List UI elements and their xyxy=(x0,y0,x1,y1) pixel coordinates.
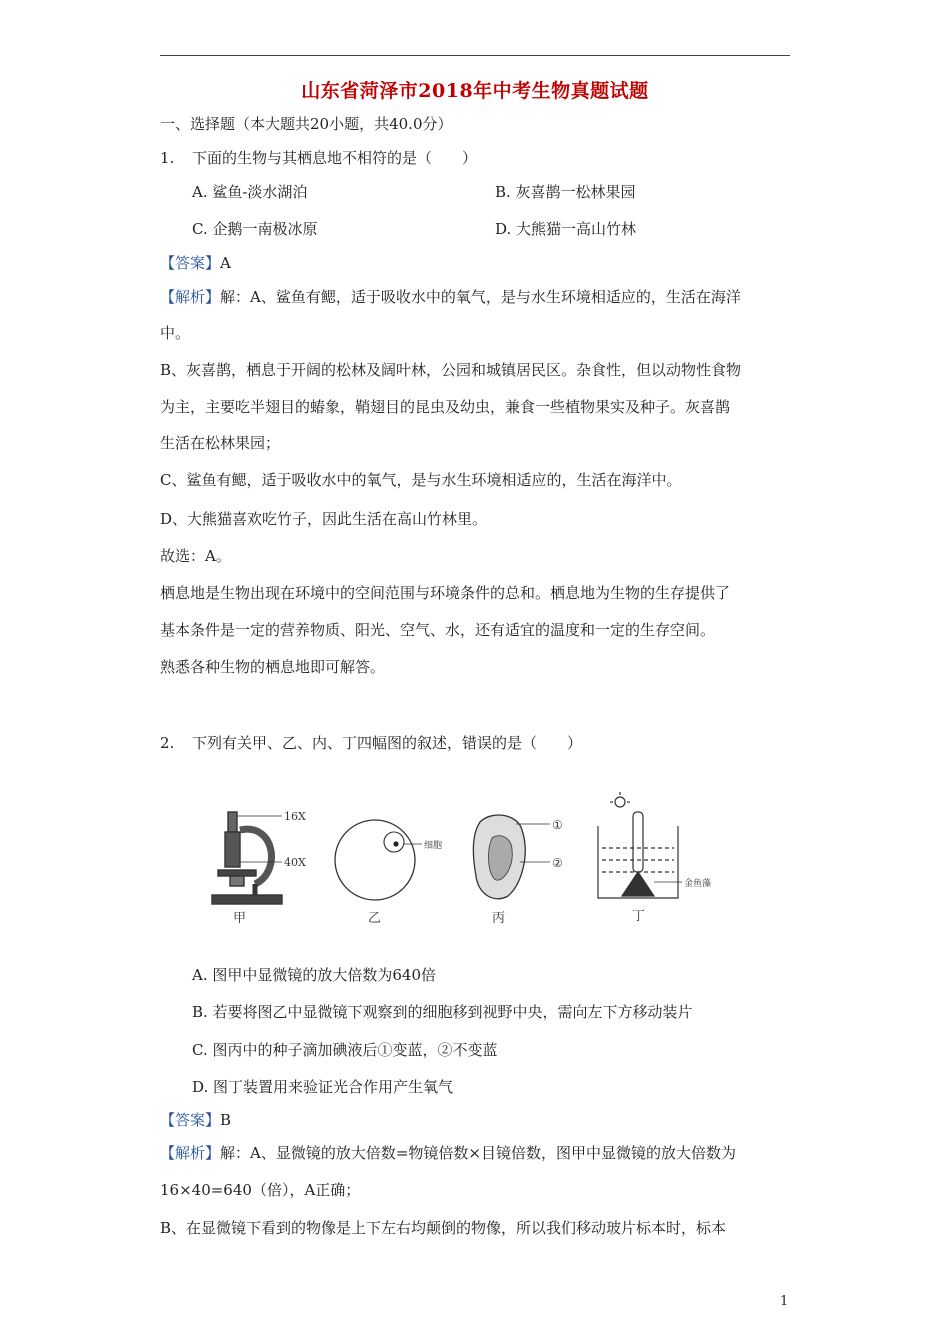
answer-value: A xyxy=(220,254,231,272)
caption-jia: 甲 xyxy=(233,911,247,926)
beaker-diagram xyxy=(598,792,682,898)
q1-analysis-line: 为主，主要吃半翅目的蝽象，鞘翅目的昆虫及幼虫，兼食一些植物果实及种子。灰喜鹊 xyxy=(160,398,731,416)
mark-2: ② xyxy=(552,856,563,870)
q2-analysis-line: B、在显微镜下看到的物像是上下左右均颠倒的物像，所以我们移动玻片标本时，标本 xyxy=(160,1219,727,1237)
q1-option-c: C. 企鹅一南极冰原 xyxy=(192,220,318,238)
q2-option-b: B. 若要将图乙中显微镜下观察到的细胞移到视野中央，需向左下方移动装片 xyxy=(192,1003,693,1021)
page-title: 山东省菏泽市2018年中考生物真题试题 xyxy=(301,80,649,102)
analysis-text: 解：A、鲨鱼有鳃，适于吸收水中的氧气，是与水生环境相适应的，生活在海洋 xyxy=(220,288,741,306)
q1-option-b: B. 灰喜鹊一松林果园 xyxy=(495,183,636,201)
caption-ding: 丁 xyxy=(632,909,646,924)
cell-label: 细胞 xyxy=(424,841,443,851)
caption-yi: 乙 xyxy=(368,911,382,926)
q2-option-a: A. 图甲中显微镜的放大倍数为640倍 xyxy=(192,966,437,984)
q2-option-c: C. 图丙中的种子滴加碘液后①变蓝，②不变蓝 xyxy=(192,1041,498,1059)
seed-diagram xyxy=(473,815,550,899)
section-heading: 一、选择题（本大题共20小题，共40.0分） xyxy=(160,115,453,133)
microscope-diagram xyxy=(212,812,282,904)
q2-analysis-line: 16×40=640（倍），A正确； xyxy=(160,1181,361,1199)
q1-number: 1. xyxy=(160,149,175,167)
analysis-tag: 【解析】 xyxy=(160,288,221,306)
eyepiece-label: 16X xyxy=(284,810,306,823)
q1-analysis-line: 故选：A。 xyxy=(160,547,231,565)
analysis-tag: 【解析】 xyxy=(160,1144,221,1162)
q2-answer xyxy=(160,1110,231,1130)
q1-option-d: D. 大熊猫一高山竹林 xyxy=(495,220,637,238)
q1-analysis-line: C、鲨鱼有鳃，适于吸收水中的氧气，是与水生环境相适应的，生活在海洋中。 xyxy=(160,471,682,489)
answer-tag: 【答案】 xyxy=(160,254,221,272)
answer-value: B xyxy=(220,1111,232,1129)
analysis-text: 解：A、显微镜的放大倍数=物镜倍数×目镜倍数，图甲中显微镜的放大倍数为 xyxy=(220,1144,736,1162)
q1-analysis-line: 生活在松林果园； xyxy=(160,434,281,452)
q1-analysis-line: B、灰喜鹊，栖息于开阔的松林及阔叶林，公园和城镇居民区。杂食性，但以动物性食物 xyxy=(160,361,742,379)
q1-analysis-line: 中。 xyxy=(160,324,191,342)
page-number: 1 xyxy=(780,1294,789,1309)
q1-answer xyxy=(160,253,231,273)
objective-label: 40X xyxy=(284,856,306,869)
q2-figure xyxy=(200,792,760,927)
q1-option-a: A. 鲨鱼-淡水湖泊 xyxy=(192,183,308,201)
q1-analysis-line: 熟悉各种生物的栖息地即可解答。 xyxy=(160,658,386,676)
field-of-view-diagram xyxy=(335,820,422,900)
q2-option-d: D. 图丁装置用来验证光合作用产生氧气 xyxy=(192,1078,454,1096)
answer-tag: 【答案】 xyxy=(160,1111,221,1129)
mark-1: ① xyxy=(552,818,563,832)
q2-stem: 下列有关甲、乙、内、丁四幅图的叙述，错误的是（ ） xyxy=(192,734,583,752)
q1-stem: 下面的生物与其栖息地不相符的是（ ） xyxy=(192,149,478,167)
caption-bing: 丙 xyxy=(492,911,506,926)
q2-number: 2. xyxy=(160,734,175,752)
q1-analysis-line: D、大熊猫喜欢吃竹子，因此生活在高山竹林里。 xyxy=(160,510,488,528)
q2-analysis xyxy=(160,1143,736,1163)
q1-analysis-line: 基本条件是一定的营养物质、阳光、空气、水，还有适宜的温度和一定的生存空间。 xyxy=(160,621,716,639)
header-rule xyxy=(160,55,790,56)
q1-analysis xyxy=(160,287,741,307)
plant-label: 金鱼藻 xyxy=(684,879,712,889)
q1-analysis-line: 栖息地是生物出现在环境中的空间范围与环境条件的总和。栖息地为生物的生存提供了 xyxy=(160,584,731,602)
